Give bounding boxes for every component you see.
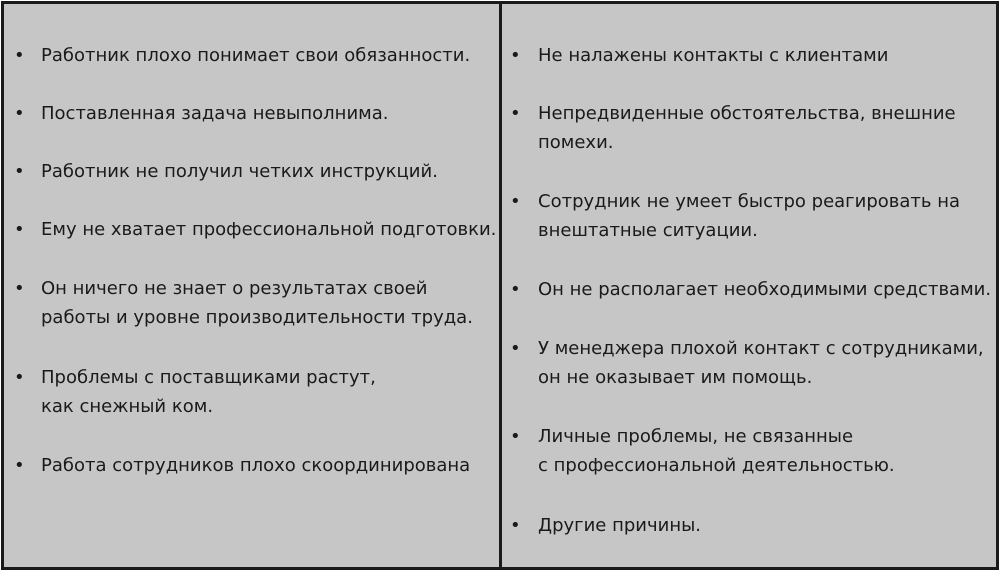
- bullet-icon: •: [510, 191, 521, 212]
- right-column: [502, 4, 996, 567]
- bullet-icon: •: [14, 367, 25, 388]
- bullet-icon: •: [510, 45, 521, 66]
- bullet-icon: •: [14, 45, 25, 66]
- bullet-icon: •: [510, 426, 521, 447]
- bullet-icon: •: [510, 515, 521, 536]
- item-text: Он не располагает необходимыми средствами.: [538, 279, 992, 300]
- item-text: Проблемы с поставщиками растут, как снежный ком.: [41, 367, 376, 417]
- item-text: Другие причины.: [538, 515, 702, 536]
- bullet-icon: •: [14, 455, 25, 476]
- bullet-icon: •: [14, 161, 25, 182]
- item-text: Не налажены контакты с клиентами: [538, 45, 889, 66]
- item-text: Работник плохо понимает свои обязанности.: [41, 45, 471, 66]
- bullet-icon: •: [14, 219, 25, 240]
- bullet-icon: •: [510, 103, 521, 124]
- bullet-icon: •: [510, 279, 521, 300]
- item-text: Работа сотрудников плохо скоординирована: [41, 455, 471, 476]
- item-text: Ему не хватает профессиональной подготовки.: [41, 219, 497, 240]
- item-text: Непредвиденные обстоятельства, внешние помехи.: [538, 103, 956, 153]
- item-text: У менеджера плохой контакт с сотрудниками, он не оказывает им помощь.: [538, 338, 984, 388]
- item-text: Работник не получил четких инструкций.: [41, 161, 438, 182]
- bullet-icon: •: [14, 278, 25, 299]
- reasons-table: [1, 1, 999, 570]
- item-text: Он ничего не знает о результатах своей работы и уровне производительности труда.: [41, 278, 473, 328]
- left-column: [4, 4, 502, 567]
- bullet-icon: •: [14, 103, 25, 124]
- item-text: Поставленная задача невыполнима.: [41, 103, 389, 124]
- item-text: Личные проблемы, не связанные с профессиональной деятельностью.: [538, 426, 895, 476]
- bullet-icon: •: [510, 338, 521, 359]
- item-text: Сотрудник не умеет быстро реагировать на внештатные ситуации.: [538, 191, 961, 241]
